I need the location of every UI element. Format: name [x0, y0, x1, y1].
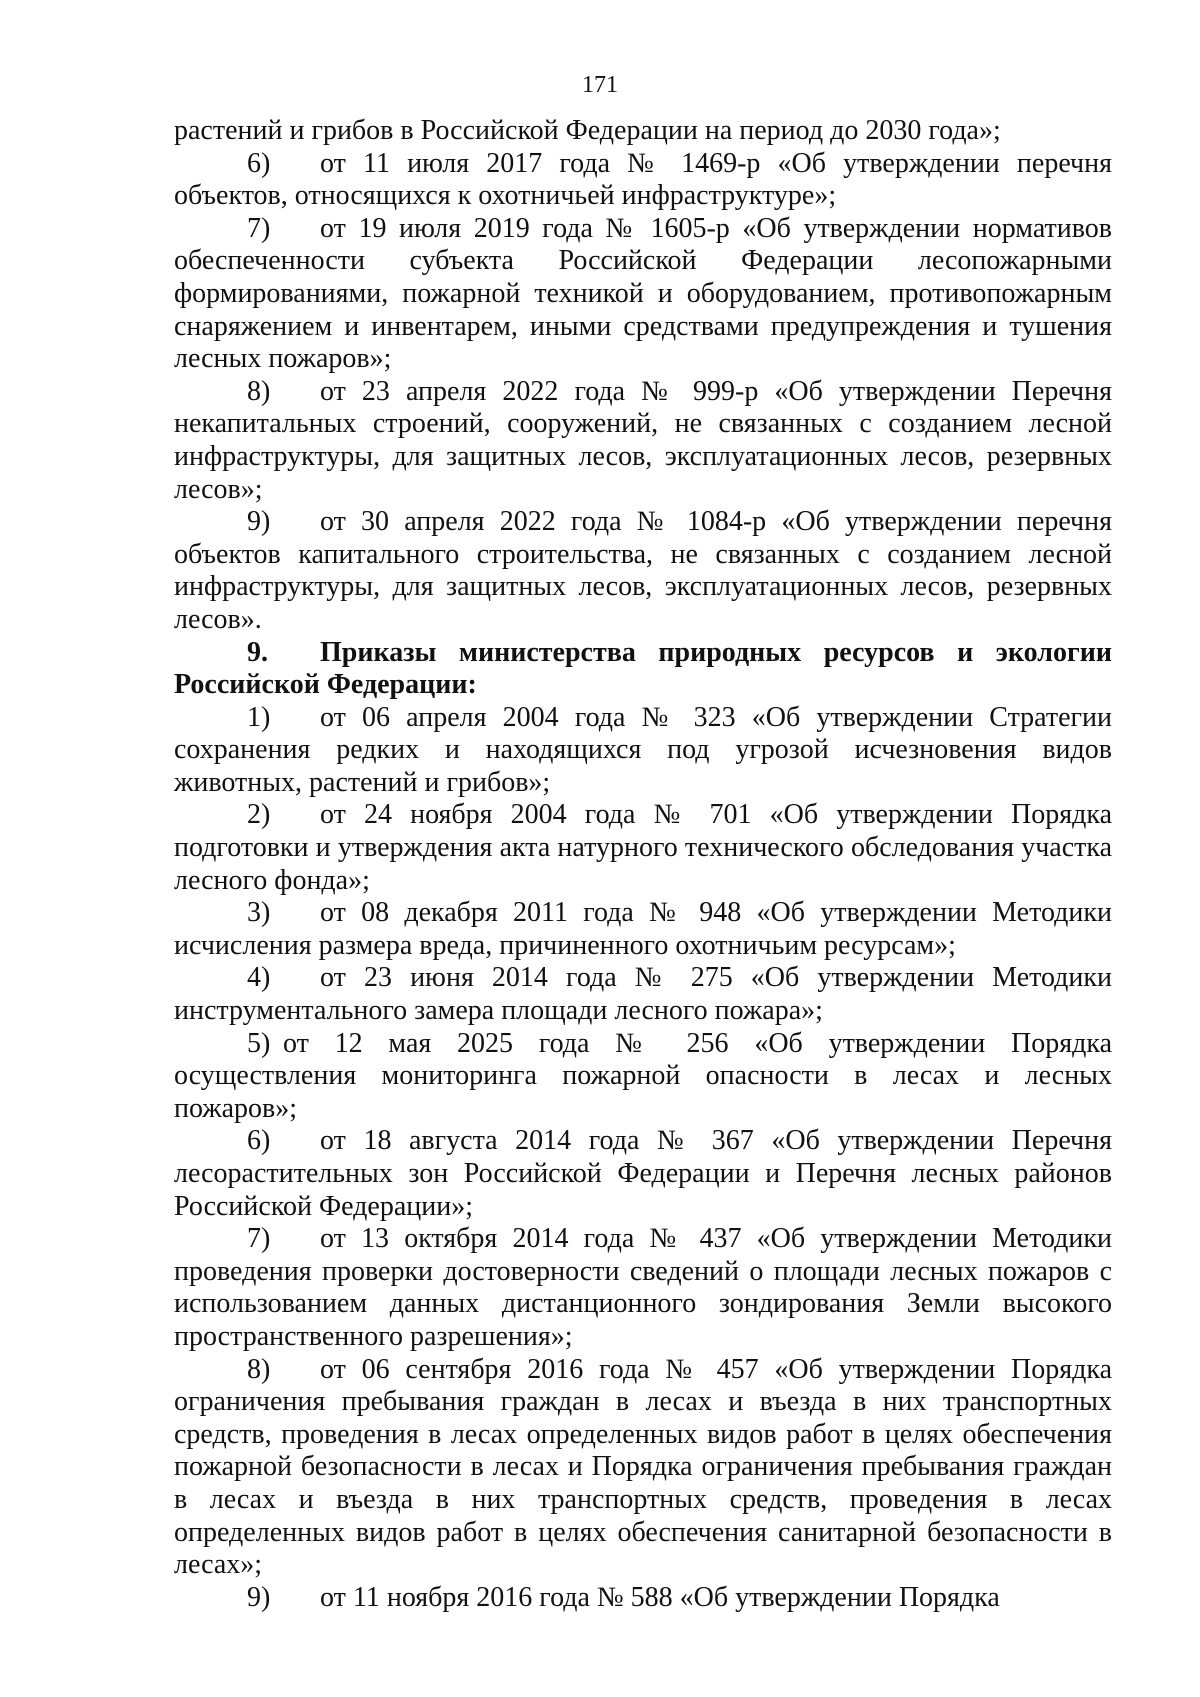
item-number: 9)	[247, 1581, 271, 1613]
item-text: от 13 октября 2014 года № 437 «Об утверждении Методики проведения проверки достоверности сведений о площади лесных пожаров с использованием данных дистанционного зондирования Земли высокого пространственного разрешения»;	[174, 1223, 1112, 1352]
item-number: 5)	[247, 1027, 271, 1059]
item-text: от 06 апреля 2004 года № 323 «Об утверждении Стратегии сохранения редких и находящихся под угрозой исчезновения видов животных, растений и грибов»;	[174, 701, 1112, 798]
page-number: 171	[582, 72, 618, 98]
item-text: от 24 ноября 2004 года № 701 «Об утверждении Порядка подготовки и утверждения акта натурного технического обследования участка лесного фонда»;	[174, 799, 1112, 896]
order-list-b	[174, 702, 1112, 1615]
list-item	[174, 799, 1112, 897]
intro-line: растений и грибов в Российской Федерации на период до 2030 года»;	[174, 115, 1001, 146]
order-list-a	[174, 148, 1112, 637]
list-item	[174, 1223, 1112, 1353]
item-number: 7)	[247, 212, 271, 244]
item-number: 3)	[247, 897, 271, 929]
item-number: 6)	[247, 1125, 271, 1157]
item-text: от 19 июля 2019 года № 1605-р «Об утверждении нормативов обеспеченности субъекта Российской Федерации лесопожарными формированиями, пожарной техникой и оборудованием, противопожарным снаряжением и инвентарем, иными средствами предупреждения и тушения лесных пожаров»;	[174, 212, 1112, 375]
item-text: от 06 сентября 2016 года № 457 «Об утверждении Порядка ограничения пребывания граждан в лесах и въезда в них транспортных средств, проведения в лесах определенных видов работ в целях обеспечения пожарной безопасности в лесах и Порядка ограничения пребывания граждан в лесах и въезда в них транспортных средств, проведения в лесах определенных видов работ в целях обеспечения санитарной безопасности в лесах»;	[174, 1353, 1112, 1581]
item-number: 8)	[247, 1353, 271, 1385]
list-item	[174, 1028, 1112, 1126]
list-item	[174, 962, 1112, 1027]
section-title: Приказы министерства природных ресурсов и экологии Российской Федерации:	[174, 636, 1112, 701]
list-item	[174, 897, 1112, 962]
list-item	[174, 376, 1112, 506]
item-number: 6)	[247, 147, 271, 179]
item-text: от 23 апреля 2022 года № 999-р «Об утверждении Перечня некапитальных строений, сооружений, не связанных с созданием лесной инфраструктуры, для защитных лесов, эксплуатационных лесов, резервных лесов»;	[174, 375, 1112, 505]
section-heading	[174, 637, 1112, 702]
item-text: от 12 мая 2025 года № 256 «Об утверждении Порядка осуществления мониторинга пожарной опасности в лесах и лесных пожаров»;	[174, 1027, 1112, 1124]
list-item	[174, 148, 1112, 213]
section-number: 9.	[247, 636, 268, 668]
list-item	[174, 506, 1112, 636]
item-text: от 08 декабря 2011 года № 948 «Об утверждении Методики исчисления размера вреда, причиненного охотничьим ресурсам»;	[174, 897, 1112, 961]
item-number: 9)	[247, 506, 271, 538]
list-item	[174, 1582, 1112, 1615]
item-number: 4)	[247, 962, 271, 994]
item-number: 8)	[247, 375, 271, 407]
list-item	[174, 702, 1112, 800]
item-text: от 30 апреля 2022 года № 1084-р «Об утверждении перечня объектов капитального строительства, не связанных с созданием лесной инфраструктуры, для защитных лесов, эксплуатационных лесов, резервных лесов».	[174, 506, 1112, 635]
item-number: 2)	[247, 799, 271, 831]
item-text: от 11 июля 2017 года № 1469-р «Об утверждении перечня объектов, относящихся к охотничьей инфраструктуре»;	[174, 147, 1112, 212]
list-item	[174, 213, 1112, 376]
document-body	[174, 115, 1112, 1614]
item-number: 1)	[247, 701, 271, 733]
item-number: 7)	[247, 1223, 271, 1255]
list-item	[174, 1125, 1112, 1223]
item-text: от 18 августа 2014 года № 367 «Об утверждении Перечня лесорастительных зон Российской Федерации и Перечня лесных районов Российской Федерации»;	[174, 1125, 1112, 1222]
list-item	[174, 1354, 1112, 1582]
item-text: от 11 ноября 2016 года № 588 «Об утверждении Порядка	[320, 1581, 1000, 1613]
item-text: от 23 июня 2014 года № 275 «Об утверждении Методики инструментального замера площади лесного пожара»;	[174, 962, 1112, 1027]
